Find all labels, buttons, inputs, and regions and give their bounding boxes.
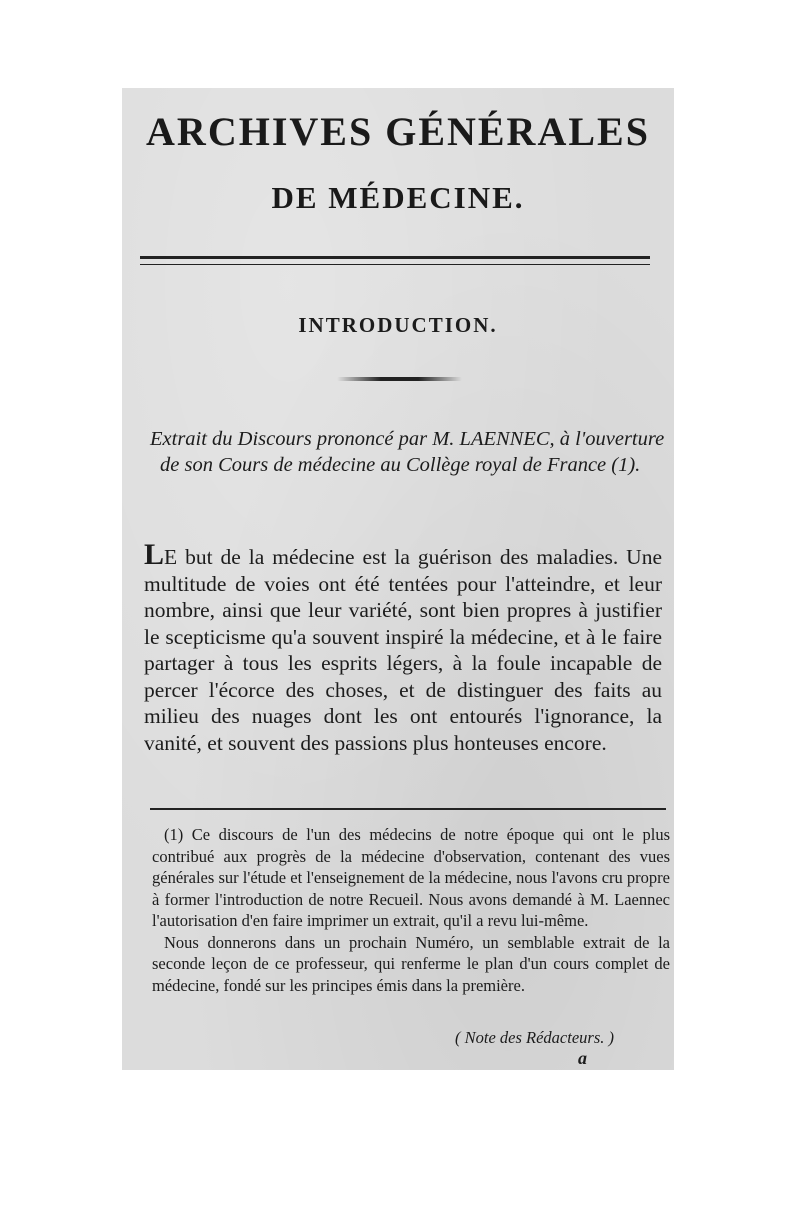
scanned-page (122, 88, 674, 1070)
drop-cap: L (144, 538, 165, 571)
ornamental-rule (337, 377, 462, 381)
footnote-paragraph-1: (1) Ce discours de l'un des médecins de notre époque qui ont le plus contribué aux progrès de la médecine d'observation, contenant des vues générales sur l'étude et l'enseignement de la médecine, nous l'avons cru propre à former l'introduction de notre Recueil. Nous avons demandé à M. Laennec l'autorisation d'en faire imprimer un extrait, qu'il a revu lui-même. (152, 825, 670, 930)
journal-title: ARCHIVES GÉNÉRALES (146, 109, 650, 154)
footnote-signature: ( Note des Rédacteurs. ) (455, 1028, 614, 1047)
section-heading: INTRODUCTION. (298, 313, 498, 337)
footnote (152, 824, 670, 996)
body-paragraph (144, 538, 662, 756)
body-paragraph-text: E but de la médecine est la guérison des maladies. Une multitude de voies ont été tentées pour l'atteindre, et leur nombre, ainsi que leur variété, sont bien propres à justifier le scepticisme qu'a souvent inspiré la médecine, et à le faire partager à tous les esprits légers, à la foule incapable de percer l'écorce des choses, et de distinguer des faits au milieu des nuages dont les ont entourés l'ignorance, la vanité, et souvent des passions plus honteuses encore. (144, 545, 662, 755)
extract-note: Extrait du Discours prononcé par M. LAENNEC, à l'ouverture de son Cours de médecine au Collège royal de France (1). (150, 428, 665, 476)
footnote-paragraph-2: Nous donnerons dans un prochain Numéro, un semblable extrait de la seconde leçon de ce professeur, qui renferme le plan d'un cours complet de médecine, fondé sur les principes émis dans la première. (152, 932, 670, 995)
double-rule-divider (140, 256, 650, 265)
signature-mark: a (578, 1048, 587, 1068)
footnote-rule (150, 808, 666, 810)
journal-subtitle: DE MÉDECINE. (271, 180, 525, 215)
